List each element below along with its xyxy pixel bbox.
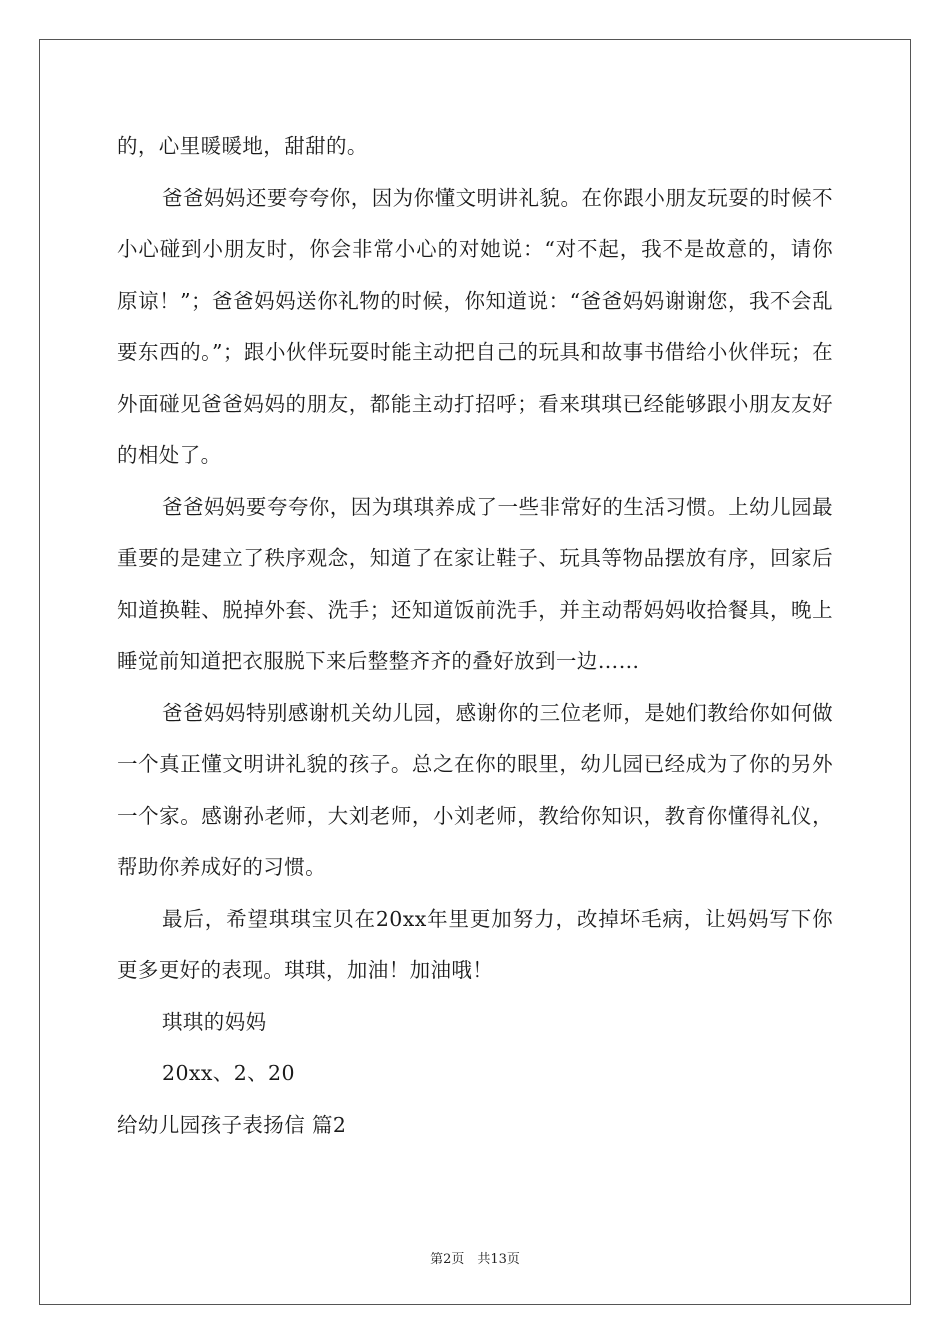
paragraph-closing: 最后，希望琪琪宝贝在20xx年里更加努力，改掉坏毛病，让妈妈写下你更多更好的表现。琪琪，加油！加油哦！	[117, 906, 833, 982]
paragraph-thanks: 爸爸妈妈特别感谢机关幼儿园，感谢你的三位老师，是她们教给你如何做一个真正懂文明讲礼貌的孩子。总之在你的眼里，幼儿园已经成为了你的另外一个家。感谢孙老师，大刘老师，小刘老师，教给你知识，教育你懂得礼仪，帮助你养成好的习惯。	[117, 700, 833, 879]
paragraph-manners: 爸爸妈妈还要夸夸你，因为你懂文明讲礼貌。在你跟小朋友玩耍的时候不小心碰到小朋友时，你会非常小心的对她说：“对不起，我不是故意的，请你原谅！”；爸爸妈妈送你礼物的时候，你知道说：“爸爸妈妈谢谢您，我不会乱要东西的。”；跟小伙伴玩耍时能主动把自己的玩具和故事书借给小伙伴玩；在外面碰见爸爸妈妈的朋友，都能主动打招呼；看来琪琪已经能够跟小朋友友好的相处了。	[117, 185, 833, 467]
section-heading: 给幼儿园孩子表扬信 篇2	[117, 1112, 347, 1137]
paragraph-habits: 爸爸妈妈要夸夸你，因为琪琪养成了一些非常好的生活习惯。上幼儿园最重要的是建立了秩序观念，知道了在家让鞋子、玩具等物品摆放有序，回家后知道换鞋、脱掉外套、洗手；还知道饭前洗手，并主动帮妈妈收拾餐具，晚上睡觉前知道把衣服脱下来后整整齐齐的叠好放到一边……	[117, 494, 833, 673]
letter-date: 20xx、2、20	[162, 1061, 295, 1085]
signature: 琪琪的妈妈	[162, 1009, 267, 1034]
paragraph-continuation: 的，心里暖暖地，甜甜的。	[117, 134, 368, 158]
page-number: 第2页 共13页	[430, 1252, 520, 1267]
document-body	[117, 121, 833, 1151]
